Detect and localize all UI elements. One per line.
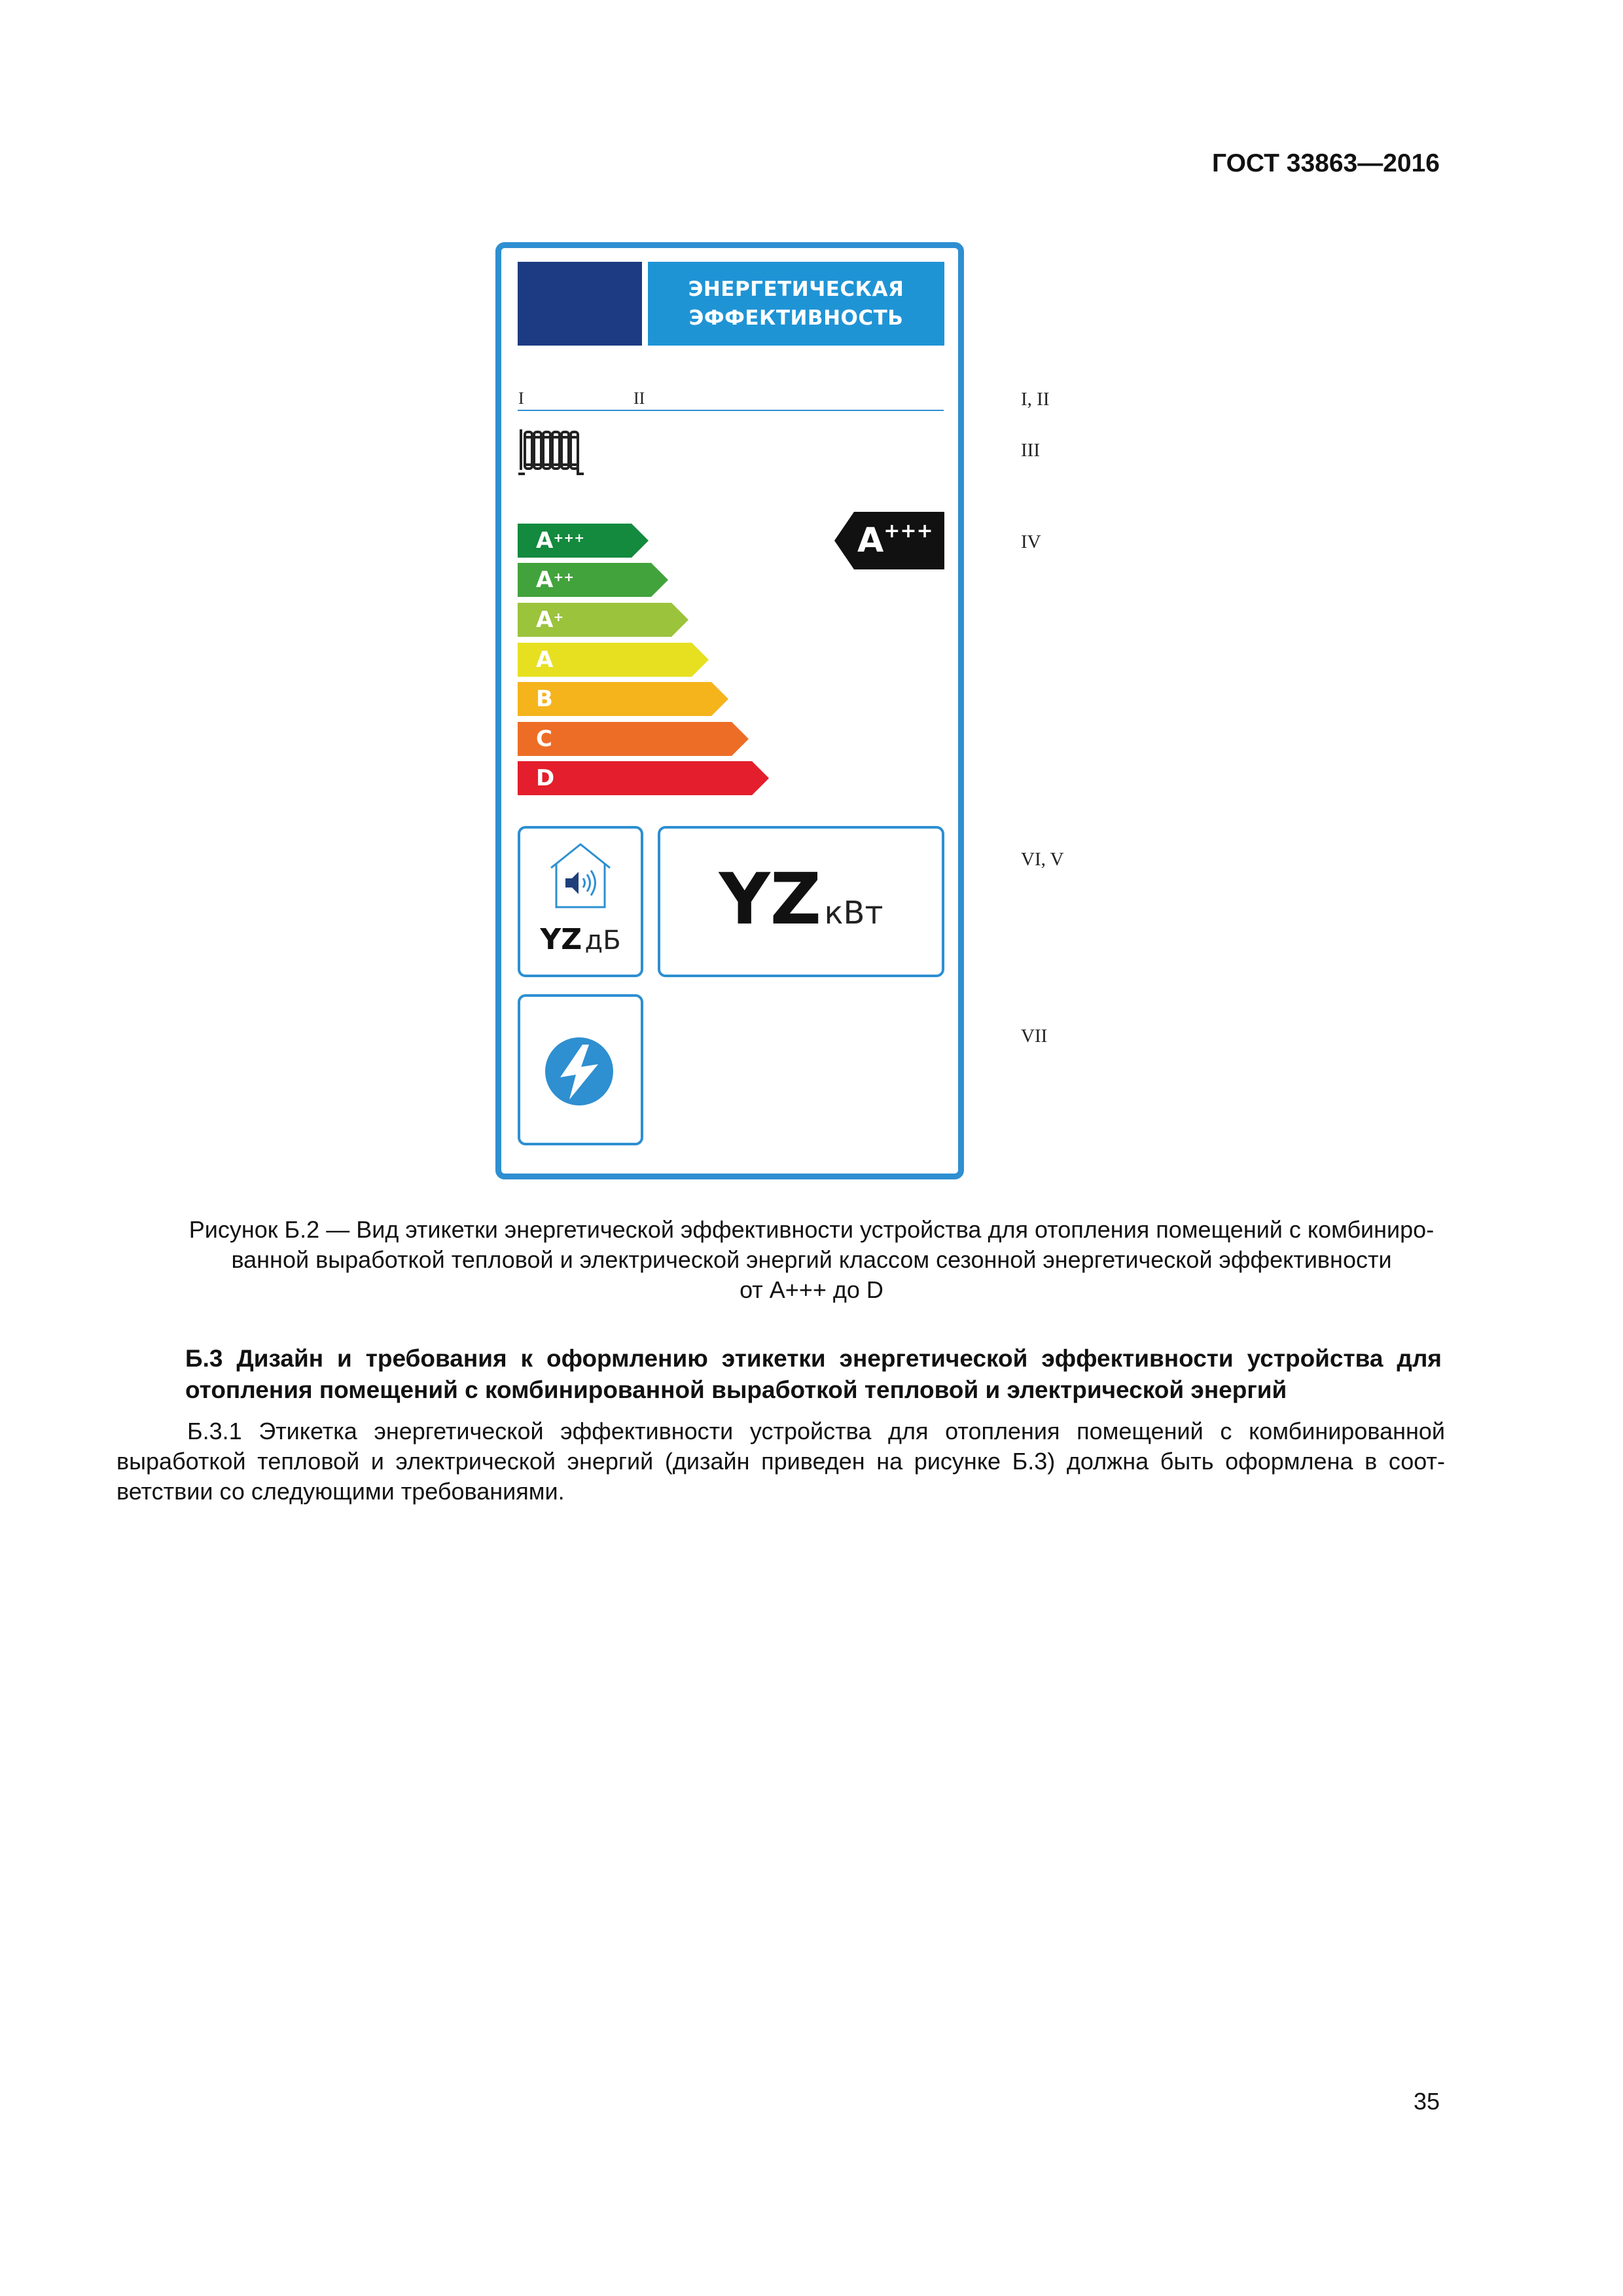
body-paragraph [116,1416,1445,1507]
radiator-icon [517,425,592,478]
scale-arrow-a [518,643,709,677]
class-indicator-label: A+++ [857,520,933,560]
scale-letter: A+++ [536,528,585,554]
field-mark-2: II [633,389,645,408]
scale-letter: B [536,686,553,712]
heat-output-value: YZ [719,859,822,941]
side-mark-4: IV [1021,531,1041,552]
section-heading-line: отопления помещений с комбинированной выработкой тепловой и электрической энергий [185,1376,1287,1403]
scale-letter: C [536,726,552,752]
heat-output-readout [658,854,944,967]
sound-level-readout [518,923,643,956]
page-number: 35 [1413,2088,1440,2115]
paragraph-line: ветствии со следующими требованиями. [116,1478,565,1505]
scale-letter: A+ [536,607,564,633]
caption-line: Рисунок Б.2 — Вид этикетки энергетической эффективности устройства для отопления помещений с комбиниро- [188,1216,1435,1243]
label-header-title [648,262,944,346]
scale-letter: A++ [536,567,575,593]
house-sound-icon [543,839,618,914]
lightning-icon [543,1035,615,1107]
supplier-model-line [518,410,944,411]
field-mark-1: I [518,389,524,408]
scale-arrow-a3plus [518,524,649,558]
scale-arrow-a1plus [518,603,688,637]
scale-arrow-c [518,722,749,756]
scale-letter: A [536,647,554,673]
figure-caption [98,1215,1525,1305]
section-heading-line: Б.3 Дизайн и требования к оформлению этикетки энергетической эффективности устройства для [185,1345,1442,1372]
sound-level-value: YZ [540,923,582,956]
scale-arrow-b [518,682,728,716]
label-header-logo-block [518,262,642,346]
side-mark-1-2: I, II [1021,389,1050,410]
caption-line: от А+++ до D [740,1276,883,1303]
sound-level-unit: дБ [584,925,621,956]
paragraph-line: выработкой тепловой и электрической энергий (дизайн приведен на рисунке Б.3) должна быть оформлена в соот- [116,1448,1445,1475]
scale-arrow-a2plus [518,563,668,597]
label-title-line-1: ЭНЕРГЕТИЧЕСКАЯ [688,278,904,301]
side-mark-6-5: VI, V [1021,849,1064,870]
scale-letter: D [536,765,555,791]
label-title-line-2: ЭФФЕКТИВНОСТЬ [688,306,904,330]
section-heading [185,1343,1442,1406]
side-mark-7: VII [1021,1026,1048,1047]
heat-output-unit: кВт [824,895,883,931]
paragraph-line: Б.3.1 Этикетка энергетической эффективности устройства для отопления помещений с комбинированной [187,1418,1445,1444]
document-code: ГОСТ 33863—2016 [1212,149,1440,177]
caption-line: ванной выработкой тепловой и электрической энергий классом сезонной энергетической эффективности [231,1246,1392,1273]
scale-arrow-d [518,761,769,795]
side-mark-3: III [1021,440,1040,461]
